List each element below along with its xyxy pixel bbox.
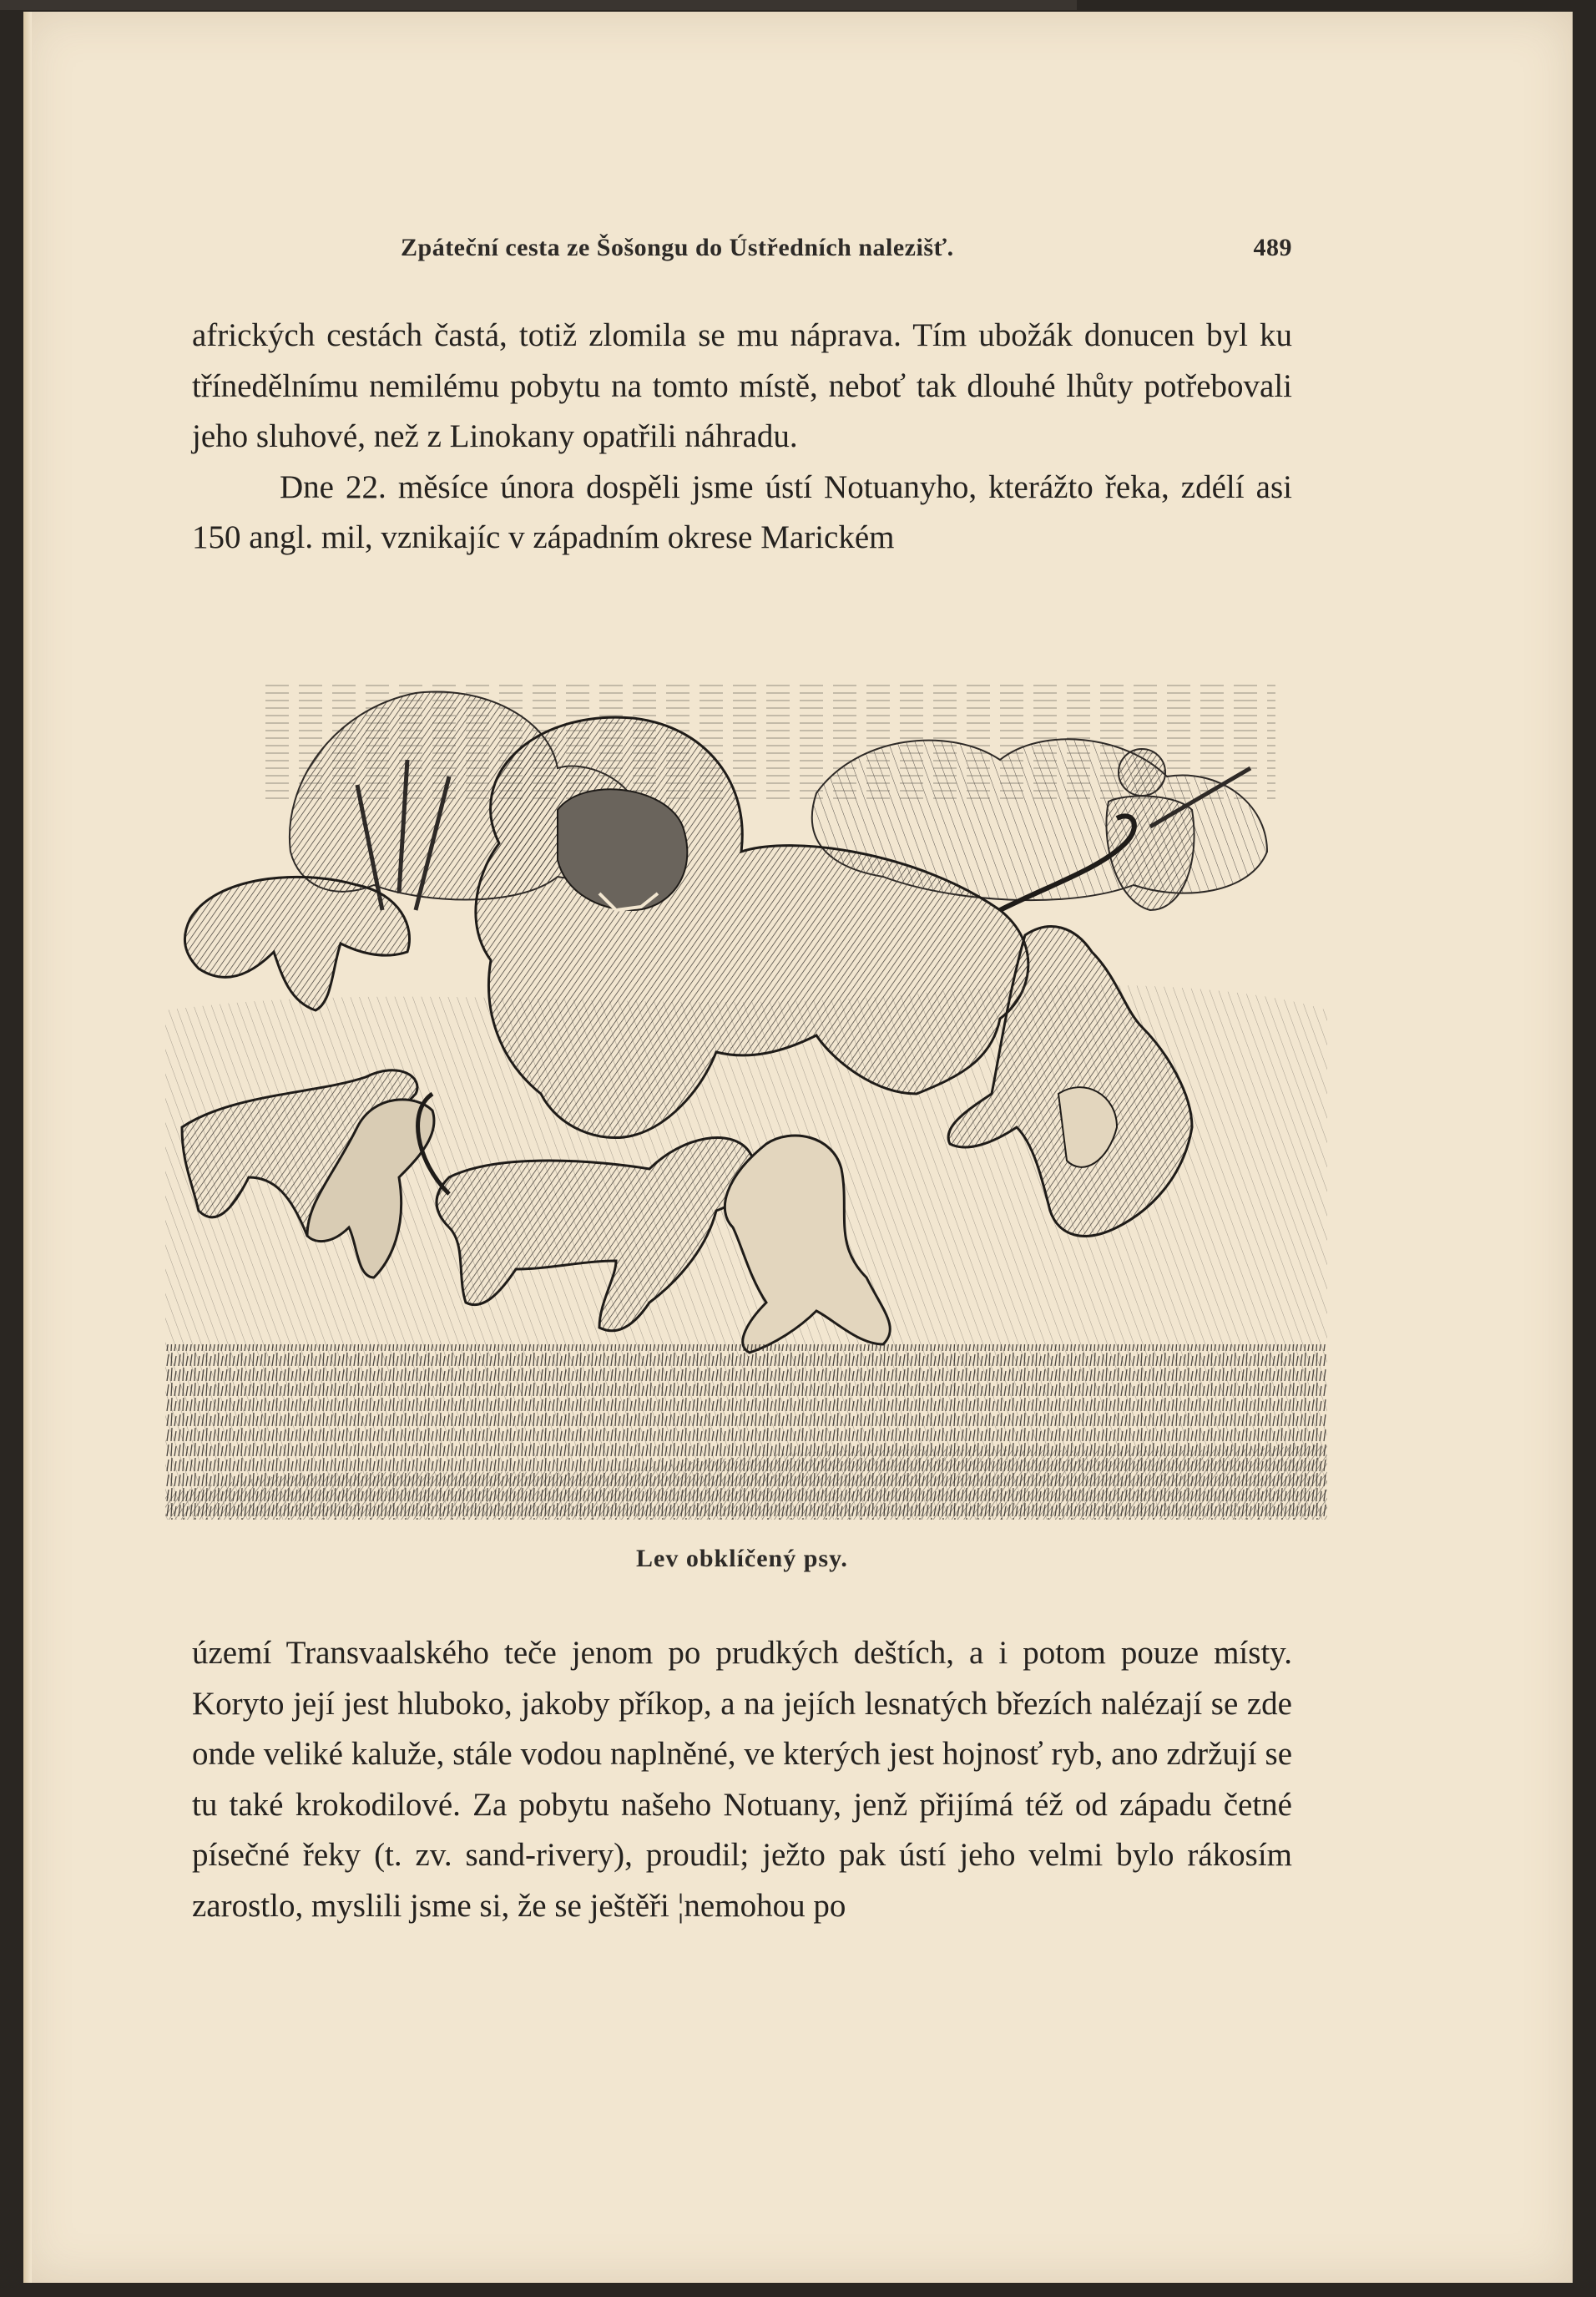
illustration-caption: Lev obklíčený psy. (636, 1545, 848, 1572)
engraving-illustration (165, 660, 1327, 1520)
running-title: Zpáteční cesta ze Šošongu do Ústředních nalezišť. (401, 234, 954, 261)
hyena-figure (184, 877, 409, 1010)
lion-and-dogs-engraving (165, 660, 1327, 1520)
running-header (401, 234, 1292, 267)
page-number: 489 (1253, 234, 1292, 261)
scan-edge (0, 0, 1077, 10)
page-gutter (23, 12, 32, 2283)
paragraph-notuany: Dne 22. měsíce února dospěli jsme ústí Notuanyho, kterážto řeka, zdélí asi 150 angl. mil, vznikajíc v západním okrese Marickém (192, 468, 1292, 555)
paragraph-transvaal: území Transvaalského teče jenom po prudkých deštích, a i potom pouze místy. Koryto její jest hluboko, jakoby příkop, a na jejích lesnatých březích nalézají se zde onde veliké kaluže, stále vodou naplněné, ve kterých jest hojnosť ryb, ano zdržují se tu také krokodilové. Za pobytu našeho Notuany, jenž přijímá též od západu četné písečné řeky (t. zv. sand-rivery), proudil; ježto pak ústí jeho velmi bylo rákosím zarostlo, myslili jsme si, že se ještěři ¦nemohou po (192, 1635, 1292, 1924)
paragraph-continuation: afrických cestách častá, totiž zlomila se mu náprava. Tím ubožák donucen byl ku třínedělnímu nemilému pobytu na tomto místě, neboť tak dlouhé lhůty potřebovali jeho sluhové, než z Linokany opatřili náhradu. (192, 317, 1292, 454)
text-block-bottom (192, 1628, 1292, 1931)
text-block-top (192, 311, 1292, 564)
